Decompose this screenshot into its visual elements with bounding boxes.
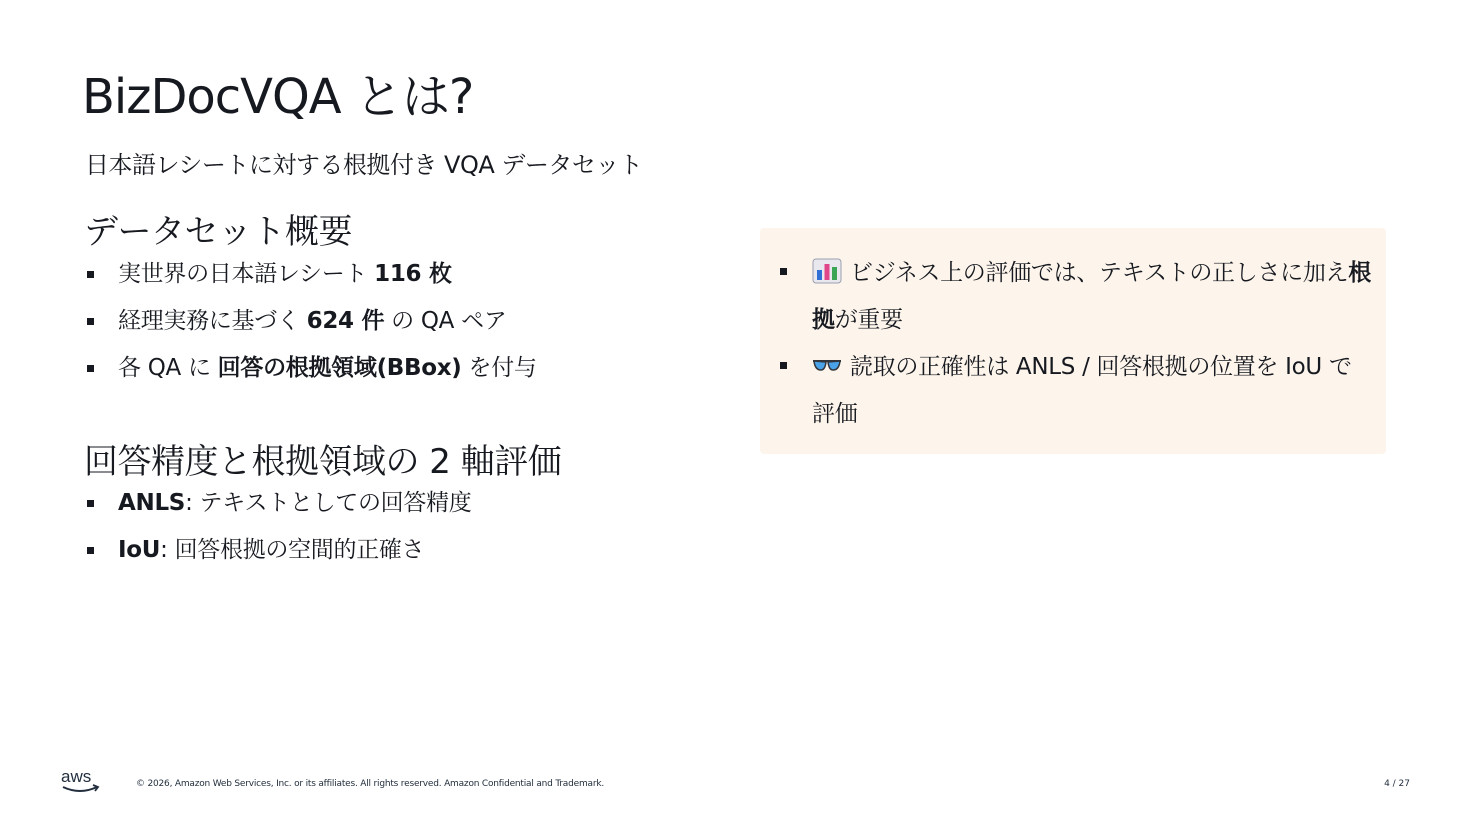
overview-list	[85, 260, 537, 401]
list-item: 読取の正確性は ANLS / 回答根拠の位置を IoU で評価	[778, 344, 1372, 438]
bullet-square-icon	[87, 271, 94, 278]
callout-box	[760, 228, 1386, 454]
glasses-icon	[812, 352, 842, 378]
copyright-text: © 2026, Amazon Web Services, Inc. or its affiliates. All rights reserved. Amazon Confidential and Trademark.	[136, 779, 605, 789]
list-item: 経理実務に基づく 624 件 の QA ペア	[85, 307, 537, 354]
svg-text:aws: aws	[61, 767, 92, 786]
bullet-square-icon	[87, 547, 94, 554]
bullet-square-icon	[87, 500, 94, 507]
list-item: ビジネス上の評価では、テキストの正しさに加え根拠が重要	[778, 250, 1372, 344]
list-item: 各 QA に 回答の根拠領域(BBox) を付与	[85, 354, 537, 401]
slide-subtitle: 日本語レシートに対する根拠付き VQA データセット	[85, 151, 643, 179]
list-item: ANLS: テキストとしての回答精度	[85, 489, 471, 536]
bullet-square-icon	[780, 268, 787, 275]
evaluation-heading: 回答精度と根拠領域の 2 軸評価	[84, 442, 562, 482]
overview-heading: データセット概要	[84, 212, 352, 252]
slide-title: BizDocVQA とは?	[82, 69, 474, 125]
bullet-square-icon	[87, 365, 94, 372]
list-item: IoU: 回答根拠の空間的正確さ	[85, 536, 471, 583]
list-item: 実世界の日本語レシート 116 枚	[85, 260, 537, 307]
evaluation-list	[85, 489, 471, 583]
bullet-square-icon	[87, 318, 94, 325]
page-number: 4 / 27	[1384, 779, 1410, 789]
bullet-square-icon	[780, 362, 787, 369]
bar-chart-icon	[812, 258, 842, 284]
aws-logo	[60, 767, 102, 795]
callout-list	[778, 250, 1372, 438]
